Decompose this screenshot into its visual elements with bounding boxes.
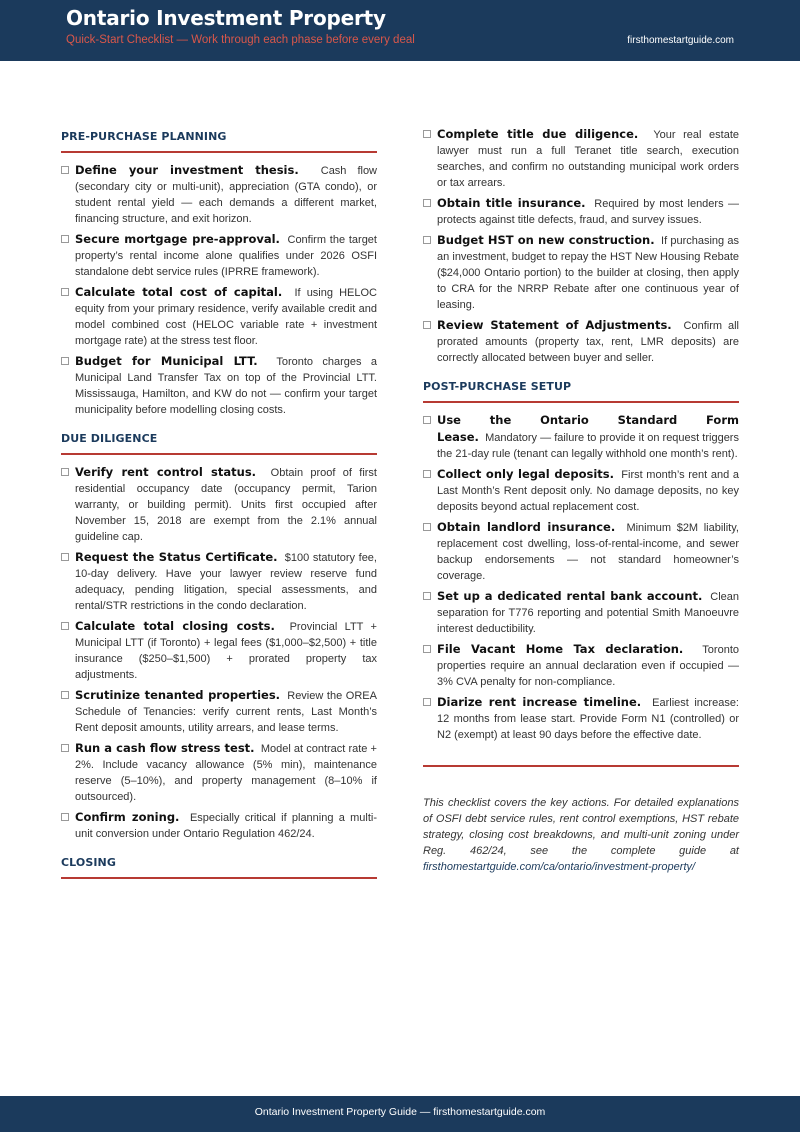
checklist-item-title: Obtain landlord insurance. (437, 520, 616, 534)
page-header (0, 0, 800, 61)
guide-note-text: This checklist covers the key actions. For detailed explanations of OSFI debt service rules, rent control exemptions, HST rebate strategy, closing cost breakdowns, and multi-unit zoning under Reg. 462/24, see the complete guide at (423, 797, 739, 857)
checklist-due-diligence (61, 464, 377, 842)
left-column (61, 126, 377, 888)
checklist-item-text: Obtain proof of first residential occupancy date (occupancy permit, Tarion warranty, or building permit). Units first occupied after November 15, 2018 are exempt from the 2.1% annual guideline cap. (75, 467, 377, 543)
checklist-item (423, 232, 739, 313)
checklist-item (61, 284, 377, 349)
checklist-item (61, 618, 377, 683)
checklist-item (423, 195, 739, 228)
checklist-item-title: Confirm zoning. (75, 810, 180, 824)
header-site-link[interactable]: firsthomestartguide.com (627, 35, 734, 46)
checkbox[interactable] (61, 357, 69, 365)
checklist-item-text: Toronto charges a Municipal Land Transfer Tax on top of the Provincial LTT. Mississauga, Hamilton, and KW do not — confirm your target municipality before modelling closing costs. (75, 356, 377, 416)
checklist-item-title: Budget HST on new construction. (437, 233, 655, 247)
checklist-item-title: Review Statement of Adjustments. (437, 318, 672, 332)
checkbox[interactable] (61, 553, 69, 561)
section-title-pre-purchase: PRE-PURCHASE PLANNING (61, 126, 377, 153)
checklist-item-title: Use the Ontario Standard Form Lease. (437, 413, 739, 444)
checklist-item (61, 809, 377, 842)
guide-note (423, 795, 739, 875)
checklist-item (61, 231, 377, 280)
checklist-item-text: Especially critical if planning a multi-unit conversion under Ontario Regulation 462/24. (75, 812, 377, 840)
page-footer (0, 1096, 800, 1132)
footer-text: Ontario Investment Property Guide — firsthomestartguide.com (254, 1106, 546, 1118)
checklist-item-title: Verify rent control status. (75, 465, 257, 479)
checkbox[interactable] (423, 199, 431, 207)
checklist-item-text: If using HELOC equity from your primary residence, verify available credit and model combined cost (HELOC variable rate + investment mortgage rate) at the stress test floor. (75, 287, 377, 347)
checklist-item-title: Collect only legal deposits. (437, 467, 614, 481)
checklist-item-title: Calculate total cost of capital. (75, 285, 283, 299)
page-title: Ontario Investment Property (66, 6, 386, 30)
checklist-item-text: Mandatory — failure to provide it on request triggers the 21-day rule (tenant can legally withhold one month’s rent). (437, 432, 739, 460)
checklist-item (61, 162, 377, 227)
checklist-item (61, 549, 377, 614)
checkbox[interactable] (423, 130, 431, 138)
checklist-item (423, 641, 739, 690)
checkbox[interactable] (423, 645, 431, 653)
checklist-item (423, 126, 739, 191)
checkbox[interactable] (61, 235, 69, 243)
checklist-item (61, 353, 377, 418)
checklist-item-text: Confirm all prorated amounts (property tax, rent, LMR deposits) are correctly allocated between buyer and seller. (437, 320, 739, 364)
checkbox[interactable] (423, 698, 431, 706)
section-title-closing: CLOSING (61, 852, 377, 879)
checklist-item-text: Model at contract rate + 2%. Include vacancy allowance (5% min), maintenance reserve (5–10%), and property management (8–10% if outsourced). (75, 743, 377, 803)
checklist-item-text: Required by most lenders — protects against title defects, fraud, and survey issues. (437, 198, 739, 226)
checklist-item (423, 588, 739, 637)
checkbox[interactable] (423, 592, 431, 600)
checklist-item-text: Confirm the target property’s rental income alone qualifies under 2026 OSFI standalone debt service rules (IPRRE framework). (75, 234, 377, 278)
page-subtitle: Quick-Start Checklist — Work through each phase before every deal (66, 34, 415, 46)
checklist-item (61, 740, 377, 805)
checklist-pre-purchase (61, 162, 377, 418)
checklist-item (423, 466, 739, 515)
checkbox[interactable] (423, 236, 431, 244)
checkbox[interactable] (423, 470, 431, 478)
checklist-item-text: Earliest increase: 12 months from lease start. Provide Form N1 (controlled) or N2 (exempt) at least 90 days before the effective date. (437, 697, 739, 741)
checklist-item (423, 694, 739, 743)
checklist-post-purchase (423, 412, 739, 743)
checklist-item-text: Clean separation for T776 reporting and potential Smith Manoeuvre interest deductibility. (437, 591, 739, 635)
checkbox[interactable] (61, 288, 69, 296)
checklist-item-text: Toronto properties require an annual declaration even if occupied — 3% CVA penalty for non-compliance. (437, 644, 739, 688)
checklist-item-title: File Vacant Home Tax declaration. (437, 642, 684, 656)
checklist-item-text: Cash flow (secondary city or multi-unit), appreciation (GTA condo), or student rental yield — each demands a different market, financing structure, and exit horizon. (75, 165, 378, 225)
checkbox[interactable] (61, 813, 69, 821)
checkbox[interactable] (61, 691, 69, 699)
checkbox[interactable] (61, 166, 69, 174)
checklist-item-title: Request the Status Certificate. (75, 550, 278, 564)
checklist-item-title: Diarize rent increase timeline. (437, 695, 642, 709)
checklist-item-title: Budget for Municipal LTT. (75, 354, 258, 368)
checkbox[interactable] (61, 744, 69, 752)
checklist-item-text: Provincial LTT + Municipal LTT (if Toronto) + legal fees ($1,000–$2,500) + title insurance ($250–$1,500) + prorated property tax adjustments. (75, 621, 377, 681)
right-column (423, 126, 739, 875)
checklist-item-text: If purchasing as an investment, budget to repay the HST New Housing Rebate ($24,000 Ontario portion) to the builder at closing, then apply to CRA for the NRRP Rebate after one continuous year of leasing. (437, 235, 739, 311)
checklist-item (423, 412, 739, 462)
checklist-item-title: Define your investment thesis. (75, 163, 299, 177)
guide-link[interactable]: firsthomestartguide.com/ca/ontario/investment-property/ (423, 861, 696, 873)
checkbox[interactable] (423, 416, 431, 424)
section-title-post-purchase: POST-PURCHASE SETUP (423, 376, 739, 403)
checklist-item-title: Set up a dedicated rental bank account. (437, 589, 703, 603)
checklist-item-title: Complete title due diligence. (437, 127, 639, 141)
checkbox[interactable] (61, 622, 69, 630)
checklist-item (61, 464, 377, 545)
checklist-item (423, 317, 739, 366)
checklist-item-text: First month’s rent and a Last Month’s Rent deposit only. No damage deposits, no key deposits beyond actual replacement cost. (437, 469, 739, 513)
checklist-item-title: Obtain title insurance. (437, 196, 586, 210)
checkbox[interactable] (423, 321, 431, 329)
checklist-item-text: Minimum $2M liability, replacement cost dwelling, loss-of-rental-income, and sewer backup endorsements — not standard homeowner’s coverage. (437, 522, 739, 582)
note-divider (423, 765, 739, 767)
checklist-closing (423, 126, 739, 366)
checklist-item-title: Run a cash flow stress test. (75, 741, 255, 755)
checklist-item-title: Scrutinize tenanted properties. (75, 688, 281, 702)
checklist-item (61, 687, 377, 736)
checkbox[interactable] (423, 523, 431, 531)
checklist-item-title: Calculate total closing costs. (75, 619, 275, 633)
checklist-item-text: Review the OREA Schedule of Tenancies: verify current rents, Last Month’s Rent deposit amounts, utility arrears, and lease terms. (75, 690, 377, 734)
section-title-due-diligence: DUE DILIGENCE (61, 428, 377, 455)
checkbox[interactable] (61, 468, 69, 476)
checklist-item-text: $100 statutory fee, 10-day delivery. Have your lawyer review reserve fund adequacy, pending litigation, special assessments, and rental/STR restrictions in the condo declaration. (75, 552, 377, 612)
checklist-item-text: Your real estate lawyer must run a full Teranet title search, execution searches, and confirm no outstanding municipal work orders or tax arrears. (437, 129, 739, 189)
checklist-item-title: Secure mortgage pre-approval. (75, 232, 280, 246)
checklist-item (423, 519, 739, 584)
